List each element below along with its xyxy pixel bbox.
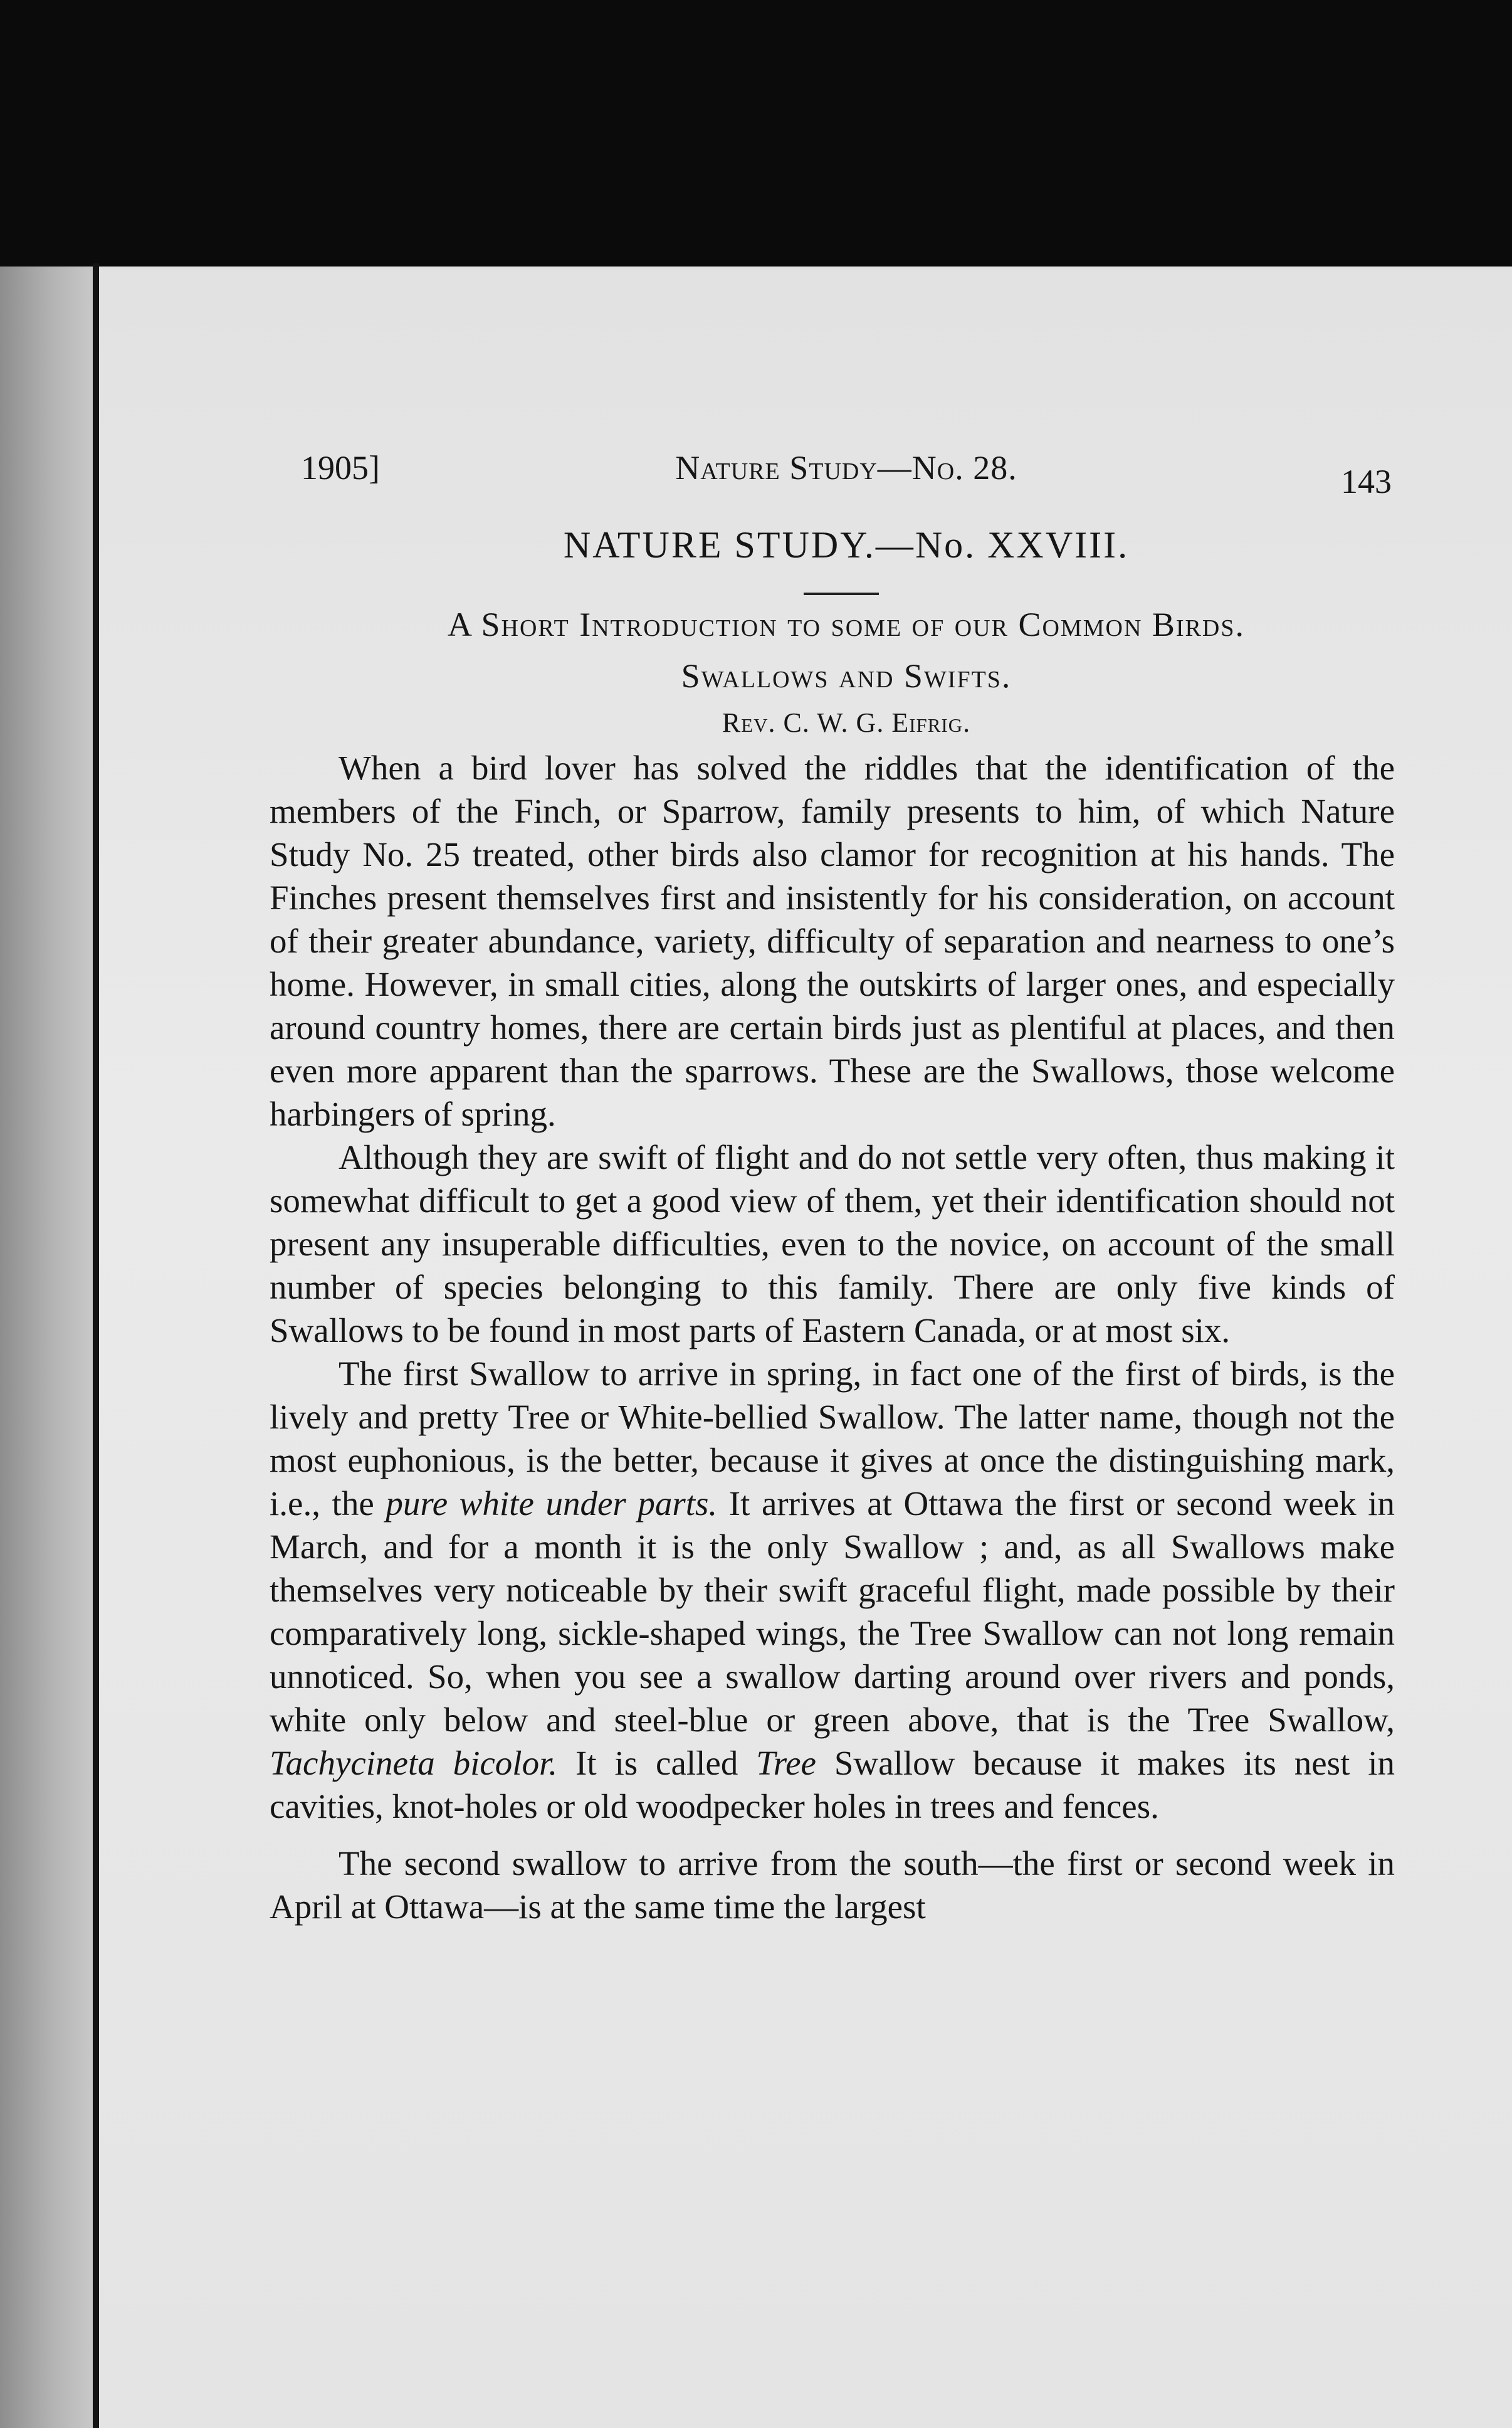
facing-page-edge: [0, 267, 94, 2428]
header-year: 1905]: [301, 449, 380, 487]
article-subtitle: A Short Introduction to some of our Common Birds.: [448, 606, 1245, 643]
running-header: [301, 448, 1392, 499]
paragraph: [270, 1136, 1395, 1352]
italic-text: pure white under parts.: [386, 1484, 718, 1523]
paragraph: [270, 1352, 1395, 1828]
article-body: [270, 746, 1395, 1928]
page-number: 143: [1341, 463, 1392, 500]
text-run: When a bird lover has solved the riddles that the identification of the members of the Finch, or Sparrow, family presents to him, of which Nature Study No. 25 treated, other birds also clamor for recognition at his hands. The Finches present themselves first and insistently for his consideration, on account of their greater abundance, variety, difficulty of separation and nearness to one’s home. However, in small cities, along the outskirts of larger ones, and especially around country homes, there are certain birds just as plentiful at places, and then even more apparent than the sparrows. These are the Swallows, those welcome harbingers of spring.: [270, 749, 1395, 1133]
book-spine: [93, 263, 99, 2428]
italic-text: Tachycineta bicolor.: [270, 1744, 558, 1782]
text-run: Swallow because it makes its nest in cavities, knot-holes or old woodpecker holes in trees and fences.: [270, 1744, 1395, 1825]
scanner-background: [0, 0, 1512, 267]
article-author: Rev. C. W. G. Eifrig.: [722, 707, 971, 738]
text-run: The first Swallow to arrive in spring, in fact one of the first of birds, is the lively and pretty Tree or White-bellied Swallow. The latter name, though not the most euphonious, is the better, because it gives at once the distinguishing mark, i.e., the: [270, 1354, 1395, 1523]
text-run: Although they are swift of flight and do not settle very often, thus making it somewhat difficult to get a good view of them, yet their identification should not present any insuperable difficulties, even to the novice, on account of the small number of species belonging to this family. There are only five kinds of Swallows to be found in most parts of Eastern Canada, or at most six.: [270, 1138, 1395, 1349]
paragraph: [270, 746, 1395, 1136]
book-page: [99, 267, 1512, 2428]
text-run: It arrives at Ottawa the first or second week in March, and for a month it is the only Swallow ; and, as all Swallows make themselves very noticeable by their swift graceful flight, made possible by their comparatively long, sickle-shaped wings, the Tree Swallow can not long remain unnoticed. So, when you see a swallow darting around over rivers and ponds, white only below and steel-blue or green above, that is the Tree Swallow,: [270, 1484, 1395, 1739]
article-subtitle-section: Swallows and Swifts.: [681, 657, 1012, 695]
title-rule: [804, 593, 879, 595]
text-run: It is called: [557, 1744, 757, 1782]
article-title: NATURE STUDY.—No. XXVIII.: [563, 524, 1130, 566]
italic-text: Tree: [756, 1744, 816, 1782]
paragraph: [270, 1842, 1395, 1928]
text-run: The second swallow to arrive from the south—the first or second week in April at Ottawa—is at the same time the largest: [270, 1844, 1395, 1926]
header-running-title: Nature Study—No. 28.: [675, 449, 1017, 487]
